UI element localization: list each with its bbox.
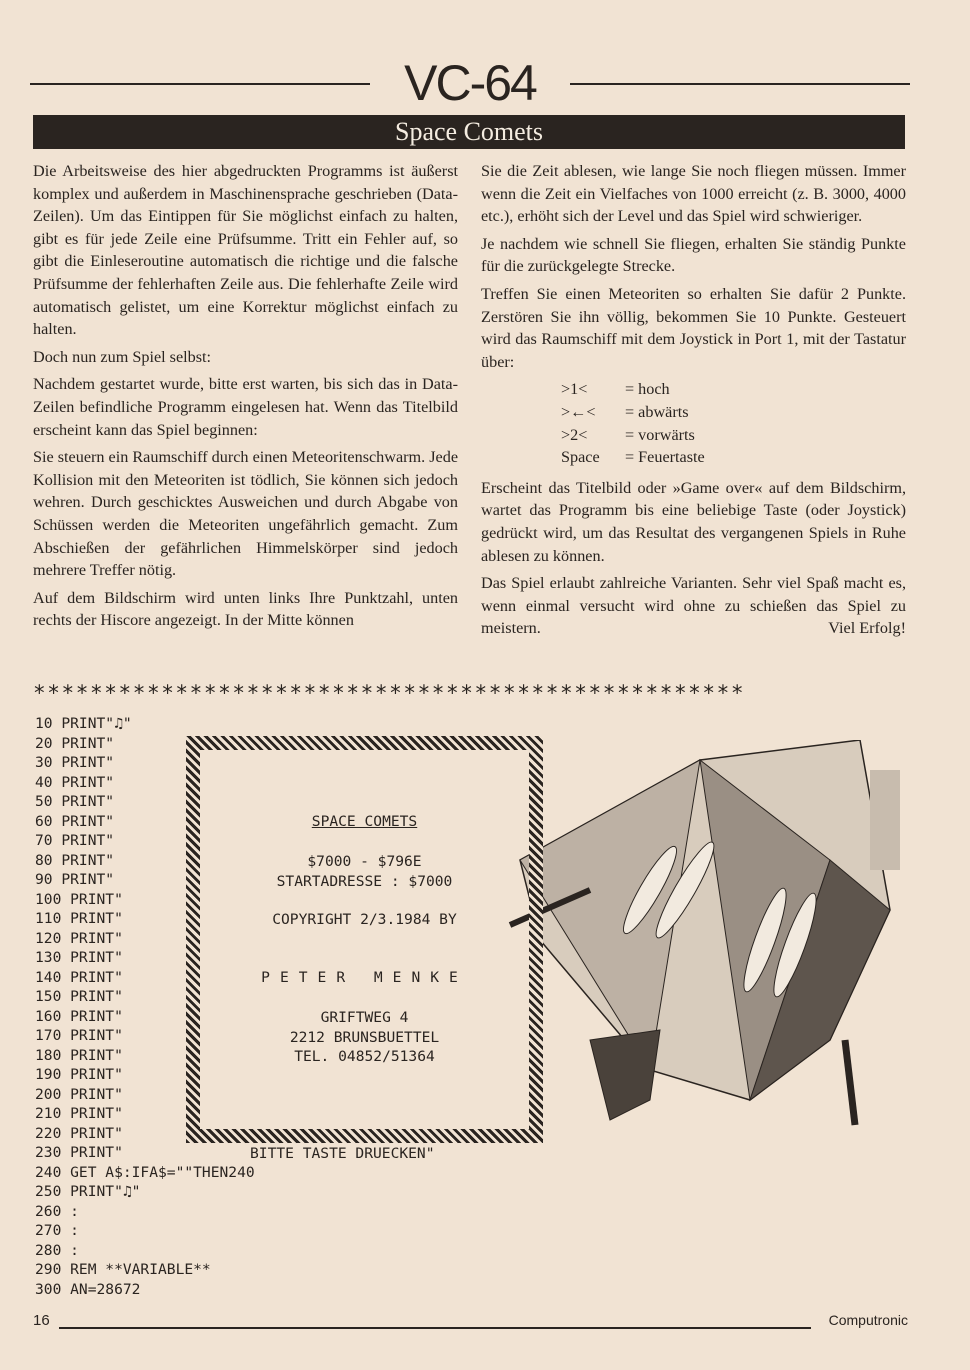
key-row [561,424,906,447]
key-action: = vorwärts [625,425,695,444]
header-rule-left [30,83,370,85]
key-row [561,401,906,424]
title-screen-copyright: COPYRIGHT 2/3.1984 BY [272,911,457,928]
title-screen-start: STARTADRESSE : $7000 [276,873,453,890]
title-screen-city: 2212 BRUNSBUETTEL [289,1029,440,1046]
article-title: Space Comets [33,115,905,149]
code-line: 160 PRINT" [35,1007,123,1025]
key-action: = abwärts [625,402,689,421]
code-line: 140 PRINT" [35,968,123,986]
paragraph: Die Arbeitsweise des hier abgedruckten Programms ist äußerst komplex und außerdem in Maschinensprache geschrieben (Data-Zeilen). Um das Eintippen für Sie möglichst einfach zu halten, gibt es für jede Zeile eine Prüfsumme. Tritt ein Fehler auf, so gibt die Einleseroutine automatisch die richtige und die falsche Prüfsumme der fehlerhaften Zeile aus. Die fehlerhafte Zeile wird automatisch gelistet, um eine Korrektur möglichst einfach zu halten. [33,162,458,339]
code-line: 100 PRINT" [35,890,123,908]
title-screen-street: GRIFTWEG 4 [320,1009,409,1026]
masthead: VC-64 [404,55,536,111]
code-line: 80 PRINT" [35,851,115,869]
code-line: 230 PRINT" [35,1144,123,1161]
key-label: >2< [561,425,588,444]
left-column [33,160,458,637]
title-screen-frame [186,736,543,1143]
code-line: 150 PRINT" [35,988,123,1005]
code-line: 250 PRINT"♫" [35,1183,141,1200]
code-line: 120 PRINT" [35,929,123,947]
title-screen-author: PETER MENKE [261,969,468,986]
spaceship-illustration [500,740,900,1130]
footer-brand: Computronic [828,1312,908,1328]
title-screen-phone: TEL. 04852/51364 [294,1048,435,1065]
code-line: 280 : [35,1241,79,1259]
code-line: 110 PRINT" [35,910,123,927]
header-rule-right [570,83,910,85]
code-line: 260 : [35,1202,79,1220]
code-line: 170 PRINT" [35,1027,123,1044]
page-header [30,55,910,111]
paragraph: Je nachdem wie schnell Sie fliegen, erhalten Sie ständig Punkte für die zurückgelegte Strecke. [481,234,906,276]
code-line: 40 PRINT" [35,773,115,791]
code-line: 200 PRINT" [35,1085,123,1103]
key-row [561,378,906,401]
key-label: >←< [561,402,596,421]
paragraph: Treffen Sie einen Meteoriten so erhalten Sie dafür 2 Punkte. Zerstören Sie ihn völlig, bekommen Sie 10 Punkte. Gesteuert wird das Raumschiff mit dem Joystick in Port 1, mit der Tastatur über: [481,284,906,371]
key-label: >1< [561,380,588,399]
code-line: 220 PRINT" [35,1124,123,1142]
code-line: 180 PRINT" [35,1046,123,1064]
code-line: 130 PRINT" [35,949,123,966]
paragraph: Auf dem Bildschirm wird unten links Ihre Punktzahl, unten rechts der Hiscore angezeigt. In der Mitte können [33,588,458,630]
page-footer [33,1312,908,1336]
right-column [481,160,906,645]
code-line: 30 PRINT" [35,754,115,771]
paragraph: Nachdem gestartet wurde, bitte erst warten, bis sich das in Data-Zeilen befindliche Programm eingelesen hat. Wenn das Titelbild erscheint kann das Spiel beginnen: [33,375,458,439]
code-line: 90 PRINT" [35,871,115,888]
separator-stars: ************************************************** [33,681,746,705]
key-action: = Feuertaste [625,448,705,467]
key-row [561,446,906,469]
code-line: 20 PRINT" [35,734,115,752]
paragraph: Erscheint das Titelbild oder »Game over« auf dem Bildschirm, wartet das Programm bis eine beliebige Taste (oder Joystick) gedrückt wird, um das Resultat des vergangenen Spiels in Ruhe ablesen zu können. [481,478,906,565]
signoff: Viel Erfolg! [828,619,906,638]
key-label: Space [561,448,600,467]
title-screen-title: SPACE COMETS [311,813,418,830]
code-line: 60 PRINT" [35,812,115,830]
code-line: 270 : [35,1222,79,1239]
paragraph: Sie steuern ein Raumschiff durch einen Meteoritenschwarm. Jede Kollision mit den Meteoriten ist tödlich, Sie können sich jedoch wehren. Durch geschicktes Ausweichen und durch Abgabe von Schüssen werden die Meteoriten ungefährlich gemacht. Zum Abschießen der gefährlichen Himmelskörper sind jedoch mehrere Treffer nötig. [33,448,458,580]
code-line: 210 PRINT" [35,1105,123,1122]
title-screen-prompt: BITTE TASTE DRUECKEN" [250,1145,435,1162]
code-line: 70 PRINT" [35,832,115,849]
paragraph: Doch nun zum Spiel selbst: [33,347,212,366]
page-number: 16 [33,1312,50,1329]
code-line: 190 PRINT" [35,1066,123,1083]
paragraph-text: Das Spiel erlaubt zahlreiche Varianten. Sehr viel Spaß macht es, wenn einmal versucht wird ohne zu schießen das Spiel zu meistern. [481,574,906,638]
code-line: 50 PRINT" [35,793,115,810]
code-line: 300 AN=28672 [35,1280,141,1298]
paragraph: Sie die Zeit ablesen, wie lange Sie noch fliegen müssen. Immer wenn die Zeit ein Vielfaches von 1000 erreicht (z. B. 3000, 4000 etc.), erhöht sich der Level und das Spiel wird schwieriger. [481,162,906,226]
code-line: 240 GET A$:IFA$=""THEN240 [35,1163,255,1181]
code-line: 290 REM **VARIABLE** [35,1261,211,1278]
footer-rule [59,1327,811,1329]
code-line: 10 PRINT"♫" [35,715,132,732]
title-screen-range: $7000 - $796E [307,853,422,870]
paragraph [481,572,906,640]
key-action: = hoch [625,380,670,399]
key-table [561,378,906,468]
